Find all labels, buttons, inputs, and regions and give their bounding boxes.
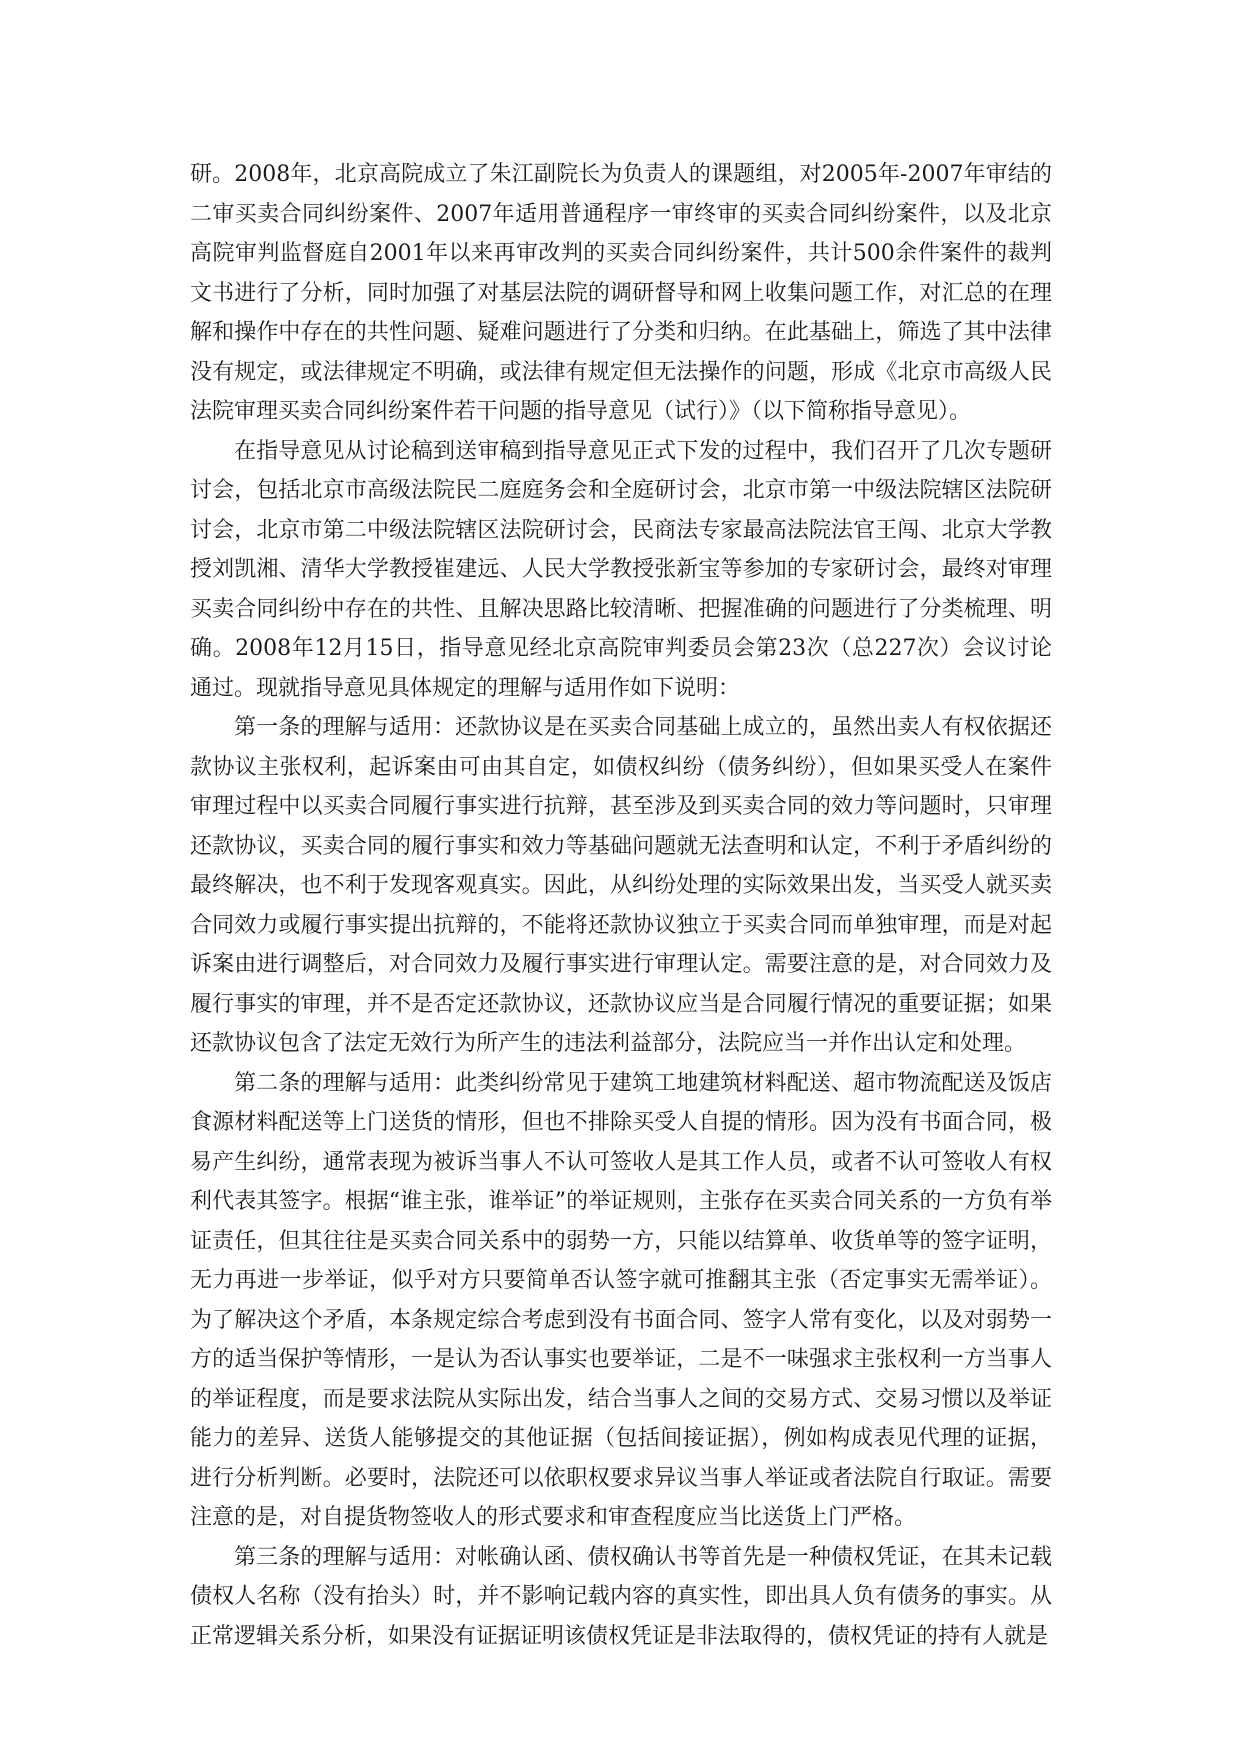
paragraph-seminars: 在指导意见从讨论稿到送审稿到指导意见正式下发的过程中，我们召开了几次专题研讨会，包括北京市高级法院民二庭庭务会和全庭研讨会，北京市第一中级法院辖区法院研讨会，北京市第二中级法院辖区法院研讨会，民商法专家最高法院法官王闯、北京大学教授刘凯湘、清华大学教授崔建远、人民大学教授张新宝等参加的专家研讨会，最终对审理买卖合同纠纷中存在的共性、且解决思路比较清晰、把握准确的问题进行了分类梳理、明确。2008年12月15日，指导意见经北京高院审判委员会第23次（总227次）会议讨论通过。现就指导意见具体规定的理解与适用作如下说明：: [190, 438, 1052, 701]
document-body: [190, 155, 1052, 1656]
paragraph-article-2: 第二条的理解与适用：此类纠纷常见于建筑工地建筑材料配送、超市物流配送及饭店食源材料配送等上门送货的情形，但也不排除买受人自提的情形。因为没有书面合同，极易产生纠纷，通常表现为被诉当事人不认可签收人是其工作人员，或者不认可签收人有权利代表其签字。根据“谁主张，谁举证”的举证规则，主张存在买卖合同关系的一方负有举证责任，但其往往是买卖合同关系中的弱势一方，只能以结算单、收货单等的签字证明，无力再进一步举证，似乎对方只要简单否认签字就可推翻其主张（否定事实无需举证）。为了解决这个矛盾，本条规定综合考虑到没有书面合同、签字人常有变化，以及对弱势一方的适当保护等情形，一是认为否认事实也要举证，二是不一味强求主张权利一方当事人的举证程度，而是要求法院从实际出发，结合当事人之间的交易方式、交易习惯以及举证能力的差异、送货人能够提交的其他证据（包括间接证据），例如构成表见代理的证据，进行分析判断。必要时，法院还可以依职权要求异议当事人举证或者法院自行取证。需要注意的是，对自提货物签收人的形式要求和审查程度应当比送货上门严格。: [190, 1070, 1052, 1530]
paragraph-article-1: 第一条的理解与适用：还款协议是在买卖合同基础上成立的，虽然出卖人有权依据还款协议主张权利，起诉案由可由其自定，如债权纠纷（债务纠纷），但如果买受人在案件审理过程中以买卖合同履行事实进行抗辩，甚至涉及到买卖合同的效力等问题时，只审理还款协议，买卖合同的履行事实和效力等基础问题就无法查明和认定，不利于矛盾纠纷的最终解决，也不利于发现客观真实。因此，从纠纷处理的实际效果出发，当买受人就买卖合同效力或履行事实提出抗辩的，不能将还款协议独立于买卖合同而单独审理，而是对起诉案由进行调整后，对合同效力及履行事实进行审理认定。需要注意的是，对合同效力及履行事实的审理，并不是否定还款协议，还款协议应当是合同履行情况的重要证据；如果还款协议包含了法定无效行为所产生的违法利益部分，法院应当一并作出认定和处理。: [190, 715, 1052, 1056]
paragraph-research-background: 研。2008年，北京高院成立了朱江副院长为负责人的课题组，对2005年-2007年审结的二审买卖合同纠纷案件、2007年适用普通程序一审终审的买卖合同纠纷案件，以及北京高院审判监督庭自2001年以来再审改判的买卖合同纠纷案件，共计500余件案件的裁判文书进行了分析，同时加强了对基层法院的调研督导和网上收集问题工作，对汇总的在理解和操作中存在的共性问题、疑难问题进行了分类和归纳。在此基础上，筛选了其中法律没有规定，或法律规定不明确，或法律有规定但无法操作的问题，形成《北京市高级人民法院审理买卖合同纠纷案件若干问题的指导意见（试行）》（以下简称指导意见）。: [190, 162, 1052, 424]
paragraph-article-3: 第三条的理解与适用：对帐确认函、债权确认书等首先是一种债权凭证，在其未记载债权人名称（没有抬头）时，并不影响记载内容的真实性，即出具人负有债务的事实。从正常逻辑关系分析，如果没有证据证明该债权凭证是非法取得的，债权凭证的持有人就是: [190, 1544, 1052, 1649]
